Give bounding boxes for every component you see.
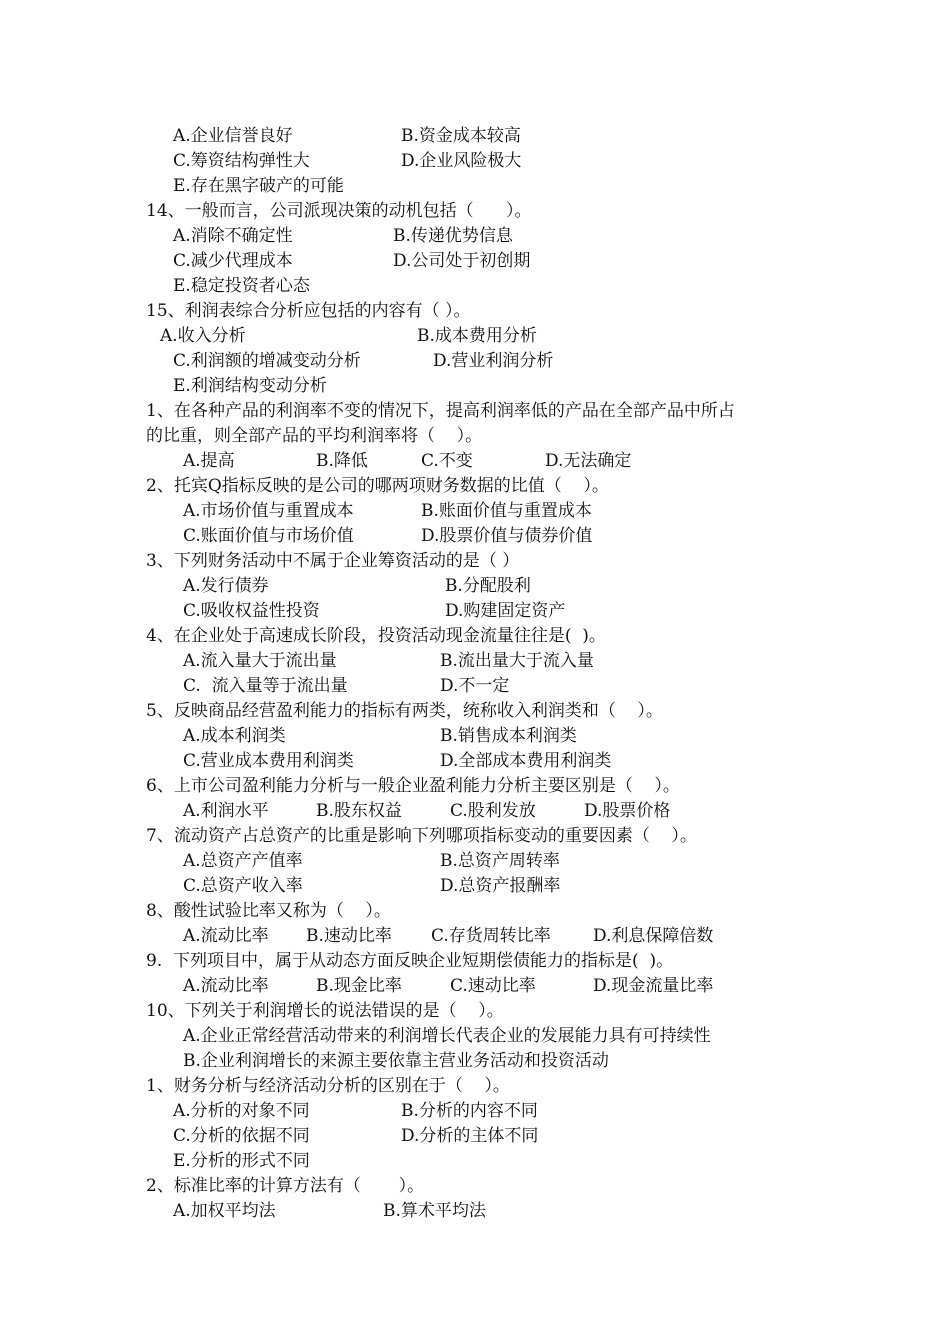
question-text: 4、在企业处于高速成长阶段，投资活动现金流量往往是( )。: [146, 626, 606, 646]
option-text: A.流入量大于流出量: [183, 651, 337, 671]
option-text: D.股票价格: [584, 801, 671, 821]
option-text: C.存货周转比率: [431, 926, 551, 946]
option-text: C.营业成本费用利润类: [183, 751, 354, 771]
question-text: 10、下列关于利润增长的说法错误的是（ ）。: [146, 1001, 504, 1021]
question-text: 1、在各种产品的利润率不变的情况下，提高利润率低的产品在全部产品中所占: [146, 401, 735, 421]
option-text: A.加权平均法: [173, 1201, 276, 1221]
option-text: B.销售成本利润类: [440, 726, 577, 746]
option-text: C.不变: [421, 451, 473, 471]
option-text: D.企业风险极大: [401, 151, 522, 171]
question-text: 的比重，则全部产品的平均利润率将（ ）。: [146, 426, 483, 446]
question-text: 6、上市公司盈利能力分析与一般企业盈利能力分析主要区别是（ ）。: [146, 776, 680, 796]
option-text: A.企业信誉良好: [173, 126, 293, 146]
option-text: B.账面价值与重置成本: [421, 501, 592, 521]
option-text: B.总资产周转率: [440, 851, 560, 871]
option-text: C.总资产收入率: [183, 876, 303, 896]
option-text: B.算术平均法: [383, 1201, 486, 1221]
option-text: A.总资产产值率: [183, 851, 303, 871]
option-text: C.速动比率: [450, 976, 536, 996]
option-text: A.企业正常经营活动带来的利润增长代表企业的发展能力具有可持续性: [183, 1026, 711, 1046]
option-text: E.分析的形式不同: [173, 1151, 310, 1171]
option-text: D.购建固定资产: [445, 601, 566, 621]
option-text: E.存在黑字破产的可能: [173, 176, 344, 196]
option-text: A.利润水平: [183, 801, 269, 821]
option-text: B.现金比率: [316, 976, 402, 996]
question-text: 3、下列财务活动中不属于企业筹资活动的是（ ）: [146, 551, 520, 571]
option-text: C.账面价值与市场价值: [183, 526, 354, 546]
question-text: 8、酸性试验比率又称为（ ）。: [146, 901, 391, 921]
option-text: D.总资产报酬率: [440, 876, 561, 896]
option-text: B.企业利润增长的来源主要依靠主营业务活动和投资活动: [183, 1051, 609, 1071]
option-text: A.发行债券: [183, 576, 269, 596]
option-text: C.减少代理成本: [173, 251, 293, 271]
option-text: D.营业利润分析: [433, 351, 554, 371]
question-text: 7、流动资产占总资产的比重是影响下列哪项指标变动的重要因素（ ）。: [146, 826, 697, 846]
option-text: B.分配股利: [445, 576, 531, 596]
option-text: A.流动比率: [183, 926, 269, 946]
option-text: D.利息保障倍数: [593, 926, 714, 946]
option-text: C.利润额的增减变动分析: [173, 351, 361, 371]
question-text: 2、托宾Q指标反映的是公司的哪两项财务数据的比值（ ）。: [146, 476, 609, 496]
option-text: D.不一定: [440, 676, 510, 696]
option-text: B.传递优势信息: [393, 226, 513, 246]
option-text: A.流动比率: [183, 976, 269, 996]
option-text: B.速动比率: [306, 926, 392, 946]
option-text: E.利润结构变动分析: [173, 376, 327, 396]
option-text: D.全部成本费用利润类: [440, 751, 612, 771]
option-text: B.降低: [316, 451, 368, 471]
option-text: A.提高: [183, 451, 235, 471]
option-text: B.流出量大于流入量: [440, 651, 594, 671]
option-text: C.筹资结构弹性大: [173, 151, 310, 171]
question-text: 14、一般而言，公司派现决策的动机包括（ ）。: [146, 201, 532, 221]
question-text: 1、财务分析与经济活动分析的区别在于（ ）。: [146, 1076, 510, 1096]
option-text: C.股利发放: [450, 801, 536, 821]
question-text: 15、利润表综合分析应包括的内容有（ ）。: [146, 301, 471, 321]
option-text: A.成本利润类: [183, 726, 286, 746]
option-text: D.公司处于初创期: [393, 251, 531, 271]
option-text: E.稳定投资者心态: [173, 276, 310, 296]
option-text: D.股票价值与债券价值: [421, 526, 593, 546]
question-text: 2、标准比率的计算方法有（ ）。: [146, 1176, 425, 1196]
option-text: D.无法确定: [545, 451, 632, 471]
option-text: B.成本费用分析: [417, 326, 537, 346]
option-text: C.分析的依据不同: [173, 1126, 310, 1146]
option-text: A.分析的对象不同: [173, 1101, 310, 1121]
option-text: A.收入分析: [160, 326, 246, 346]
option-text: A.消除不确定性: [173, 226, 293, 246]
option-text: D.分析的主体不同: [401, 1126, 539, 1146]
option-text: C.吸收权益性投资: [183, 601, 320, 621]
option-text: C. 流入量等于流出量: [183, 676, 348, 696]
option-text: A.市场价值与重置成本: [183, 501, 354, 521]
option-text: B.股东权益: [316, 801, 402, 821]
option-text: D.现金流量比率: [593, 976, 714, 996]
option-text: B.分析的内容不同: [401, 1101, 538, 1121]
question-text: 9. 下列项目中，属于从动态方面反映企业短期偿债能力的指标是( )。: [146, 951, 674, 971]
question-text: 5、反映商品经营盈利能力的指标有两类，统称收入利润类和（ ）。: [146, 701, 663, 721]
option-text: B.资金成本较高: [401, 126, 521, 146]
